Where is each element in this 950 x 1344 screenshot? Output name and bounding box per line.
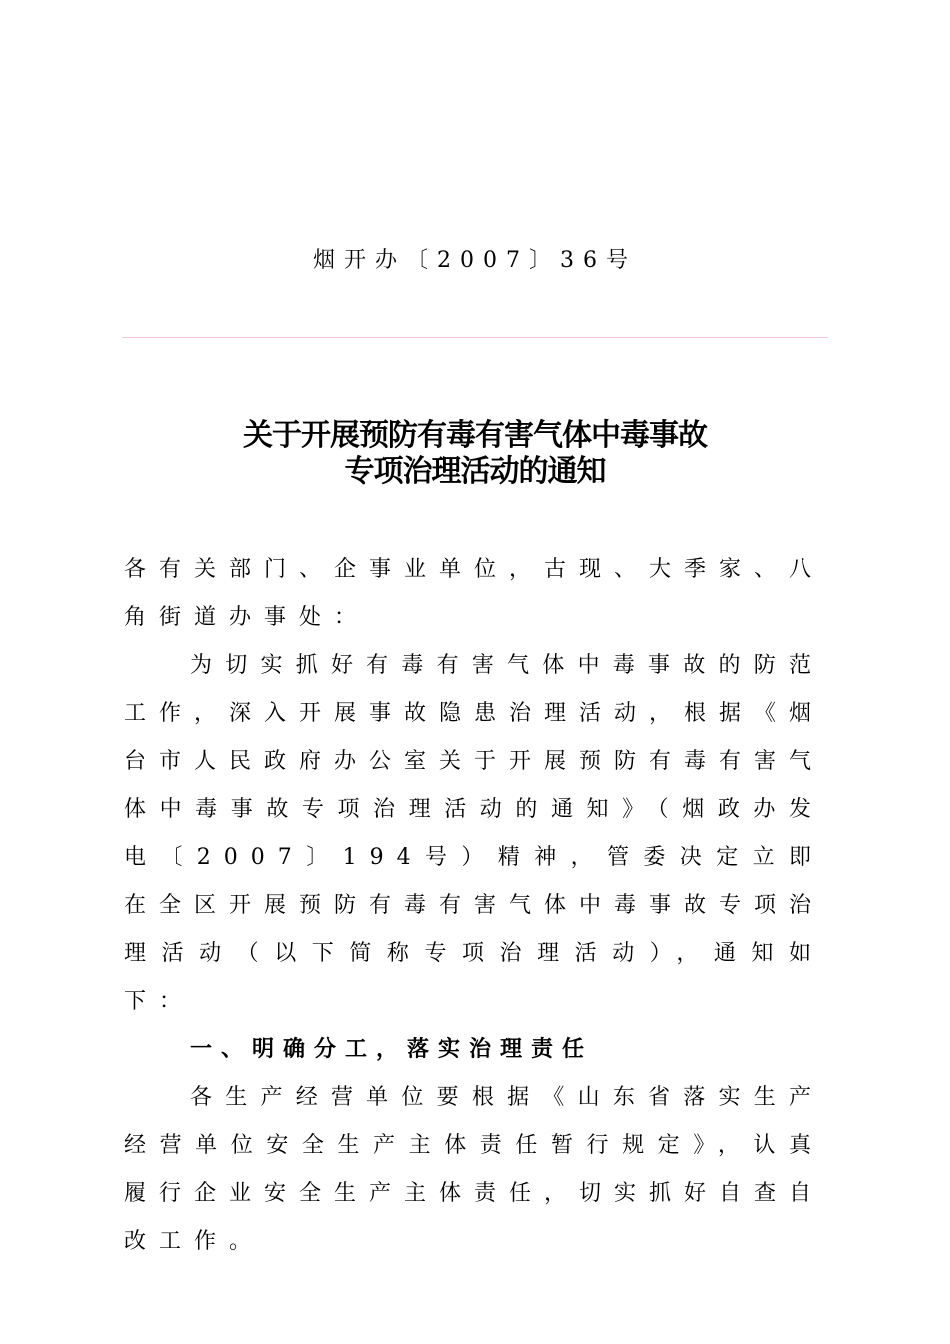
addressee-paragraph: 各有关部门、企事业单位，古现、大季家、八角街道办事处： <box>124 557 825 630</box>
section-heading-1: 一、明确分工，落实治理责任 <box>190 1037 594 1062</box>
document-title <box>0 418 950 490</box>
intro-paragraph: 为切实抓好有毒有害气体中毒事故的防范工作，深入开展事故隐患治理活动，根据《烟台市人民政府办公室关于开展预防有毒有害气体中毒事故专项治理活动的通知》（烟政办发电〔2007〕194号）精神，管委决定立即在全区开展预防有毒有害气体中毒事故专项治理活动（以下简称专项治理活动），通知如下： <box>124 653 825 1014</box>
title-line-1: 关于开展预防有毒有害气体中毒事故 <box>243 418 707 453</box>
document-body <box>124 546 824 1266</box>
section-1-paragraph: 各生产经营单位要根据《山东省落实生产经营单位安全生产主体责任暂行规定》，认真履行企业安全生产主体责任，切实抓好自查自改工作。 <box>124 1085 825 1254</box>
title-line-2: 专项治理活动的通知 <box>344 454 606 489</box>
document-number: 烟开办〔2007〕36号 <box>313 248 637 273</box>
header-divider <box>122 337 828 338</box>
